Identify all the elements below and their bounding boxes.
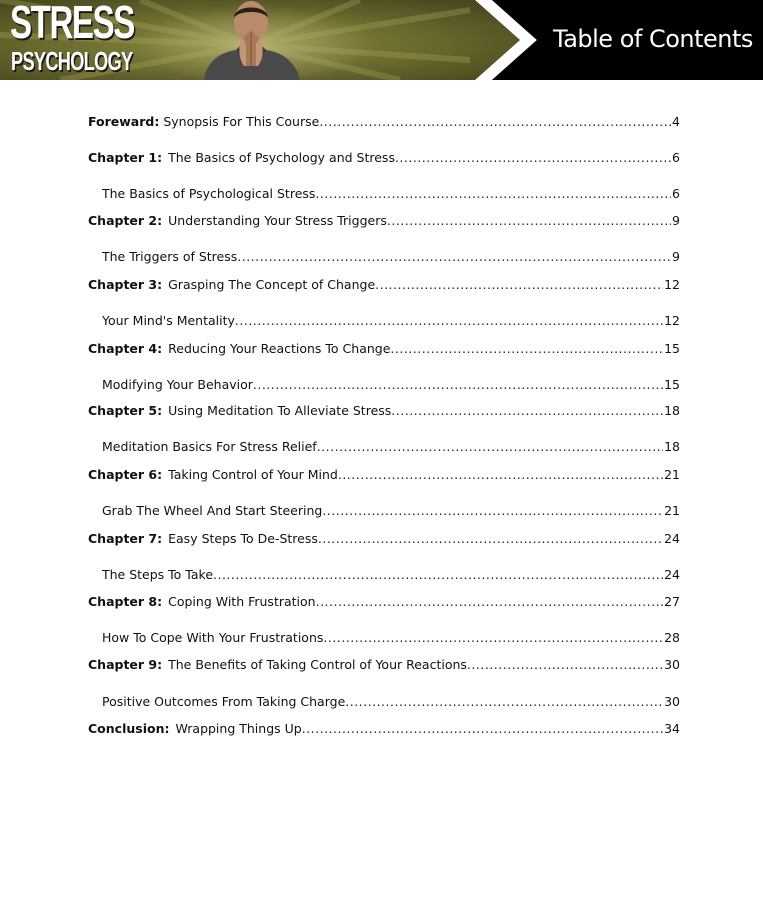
toc-entry-conclusion[interactable]	[88, 719, 680, 739]
dot-leader	[467, 655, 663, 675]
dot-leader	[318, 529, 663, 549]
dot-leader	[322, 501, 663, 521]
logo-line-stress: STRESS	[10, 0, 134, 48]
dot-leader	[338, 465, 663, 485]
entry-title: The Basics of Psychology and Stress	[168, 150, 395, 165]
entry-title: How To Cope With Your Frustrations	[102, 630, 324, 645]
page-number: 6	[672, 150, 680, 165]
dot-leader	[323, 628, 663, 648]
toc-entry-chapter-9[interactable]	[88, 655, 680, 675]
entry-title: Coping With Frustration	[168, 594, 316, 609]
toc-entry-chapter-5[interactable]	[88, 401, 680, 421]
entry-title: Easy Steps To De-Stress	[168, 531, 318, 546]
toc-subentry-5[interactable]	[102, 437, 680, 457]
dot-leader	[319, 112, 671, 132]
dot-leader	[235, 311, 663, 331]
entry-title: The Benefits of Taking Control of Your Reactions	[168, 657, 467, 672]
dot-leader	[237, 247, 671, 267]
toc-entry-chapter-8[interactable]	[88, 592, 680, 612]
entry-prefix: Chapter 7:	[88, 531, 163, 546]
toc-entry-chapter-3[interactable]	[88, 275, 680, 295]
dot-leader	[253, 375, 663, 395]
toc-subentry-9[interactable]	[102, 692, 680, 712]
entry-prefix: Chapter 6:	[88, 467, 163, 482]
page-number: 24	[664, 531, 680, 546]
toc-subentry-6[interactable]	[102, 501, 680, 521]
page-number: 6	[672, 186, 680, 201]
entry-title: Grasping The Concept of Change	[168, 277, 376, 292]
entry-prefix: Chapter 1:	[88, 150, 163, 165]
toc-subentry-3[interactable]	[102, 311, 680, 331]
entry-title: Taking Control of Your Mind	[168, 467, 338, 482]
page-title: Table of Contents	[553, 25, 753, 53]
dot-leader	[302, 719, 663, 739]
page-number: 9	[672, 249, 680, 264]
page-number: 18	[664, 439, 680, 454]
toc-entry-chapter-7[interactable]	[88, 529, 680, 549]
dot-leader	[315, 184, 671, 204]
dot-leader	[391, 401, 663, 421]
entry-title: The Steps To Take	[102, 567, 214, 582]
entry-prefix: Chapter 5:	[88, 403, 163, 418]
entry-prefix: Conclusion:	[88, 721, 170, 736]
page-number: 4	[672, 114, 680, 129]
entry-prefix: Chapter 9:	[88, 657, 163, 672]
entry-title: Meditation Basics For Stress Relief	[102, 439, 317, 454]
page-number: 27	[664, 594, 680, 609]
praying-man-illustration	[196, 0, 306, 80]
entry-title: Positive Outcomes From Taking Charge	[102, 694, 346, 709]
toc-entry-chapter-2[interactable]	[88, 211, 680, 231]
toc-subentry-2[interactable]	[102, 247, 680, 267]
entry-title: Using Meditation To Alleviate Stress	[168, 403, 392, 418]
dot-leader	[375, 275, 663, 295]
entry-title: The Basics of Psychological Stress	[102, 186, 316, 201]
entry-title: Your Mind's Mentality	[102, 313, 235, 328]
page-number: 28	[664, 630, 680, 645]
page-number: 12	[664, 313, 680, 328]
dot-leader	[387, 211, 671, 231]
entry-title: Reducing Your Reactions To Change	[168, 341, 391, 356]
header-banner	[0, 0, 763, 80]
page-number: 21	[664, 503, 680, 518]
entry-prefix: Foreward:	[88, 114, 160, 129]
toc-subentry-7[interactable]	[102, 565, 680, 585]
entry-title: Synopsis For This Course	[163, 114, 320, 129]
toc-entry-chapter-1[interactable]	[88, 148, 680, 168]
dot-leader	[345, 692, 663, 712]
page-number: 9	[672, 213, 680, 228]
dot-leader	[213, 565, 663, 585]
page-number: 15	[664, 377, 680, 392]
stress-psychology-logo	[10, 0, 134, 79]
page-number: 30	[664, 694, 680, 709]
toc-subentry-8[interactable]	[102, 628, 680, 648]
entry-prefix: Chapter 4:	[88, 341, 163, 356]
toc-subentry-1[interactable]	[102, 184, 680, 204]
page-number: 30	[664, 657, 680, 672]
dot-leader	[317, 437, 663, 457]
page-number: 18	[664, 403, 680, 418]
entry-title: Grab The Wheel And Start Steering	[102, 503, 323, 518]
dot-leader	[316, 592, 664, 612]
page-number: 21	[664, 467, 680, 482]
toc-entry-chapter-6[interactable]	[88, 465, 680, 485]
entry-title: The Triggers of Stress	[102, 249, 238, 264]
entry-prefix: Chapter 3:	[88, 277, 163, 292]
toc-entry-foreward[interactable]	[88, 112, 680, 132]
entry-title: Wrapping Things Up	[175, 721, 302, 736]
toc-subentry-4[interactable]	[102, 375, 680, 395]
entry-prefix: Chapter 8:	[88, 594, 163, 609]
toc-entry-chapter-4[interactable]	[88, 339, 680, 359]
entry-title: Modifying Your Behavior	[102, 377, 253, 392]
page-number: 15	[664, 341, 680, 356]
entry-prefix: Chapter 2:	[88, 213, 163, 228]
dot-leader	[395, 148, 671, 168]
logo-line-psychology: PSYCHOLOGY	[11, 46, 133, 76]
dot-leader	[390, 339, 663, 359]
page-number: 34	[664, 721, 680, 736]
page-number: 12	[664, 277, 680, 292]
entry-title: Understanding Your Stress Triggers	[168, 213, 387, 228]
page-number: 24	[664, 567, 680, 582]
